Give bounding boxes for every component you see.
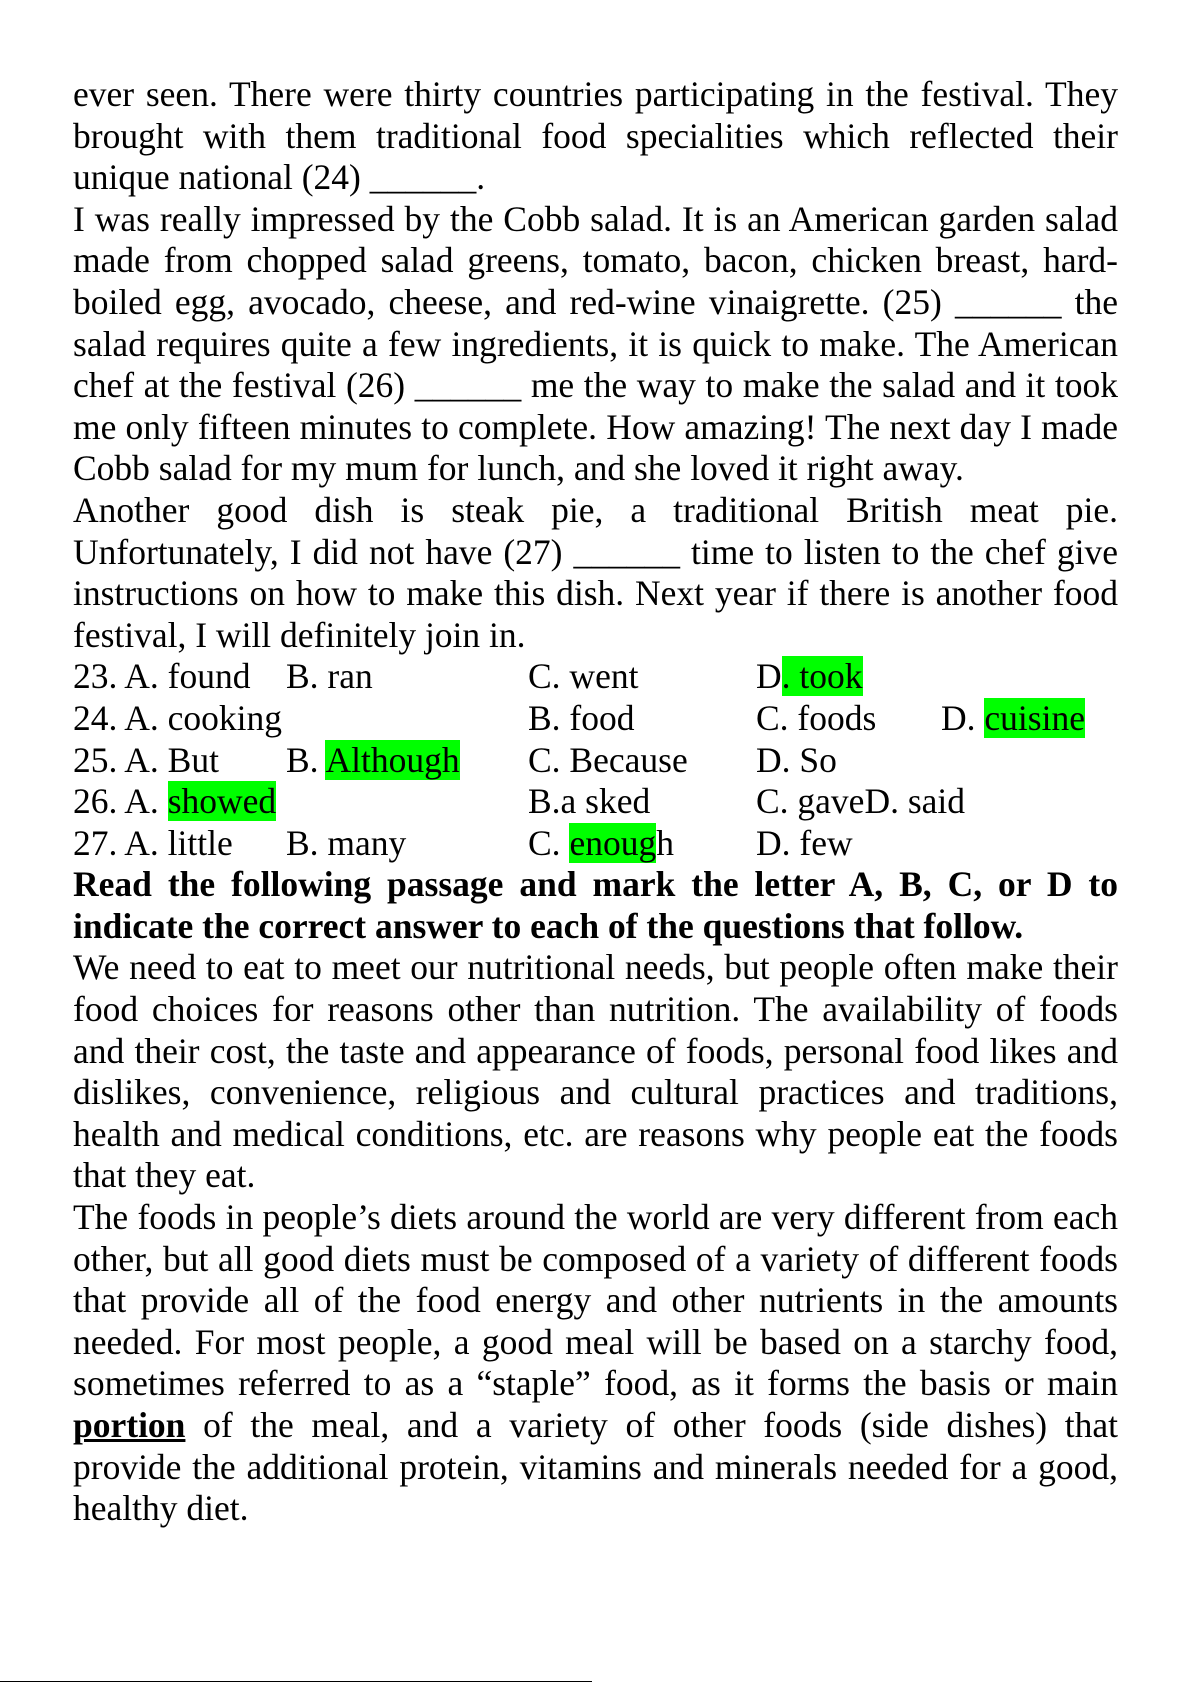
passage1-paragraph-2: [73, 199, 1118, 490]
passage2-paragraph-1: We need to eat to meet our nutritional needs, but people often make their food choices for reasons other than nutrition. The availability of foods and their cost, the taste and appearance of foods, personal food likes and dislikes, convenience, religious and cultural practices and traditions, health and medical conditions, etc. are reasons why people eat the foods that they eat.: [73, 947, 1118, 1196]
blank-25: ______: [954, 281, 1062, 322]
passage1-paragraph-1: [73, 74, 1118, 199]
paragraph-end: .: [476, 157, 486, 198]
paragraph-text: the salad requires quite a few ingredients, it is quick to make. The American chef at the festival (26): [73, 281, 1118, 406]
option-24c: C. foods: [756, 697, 877, 738]
option-26b: B.a sked: [528, 781, 651, 822]
highlighted-answer: . took: [781, 656, 863, 697]
option-25b: [286, 740, 460, 782]
option-27a: 27. A. little: [73, 822, 233, 863]
option-26a: [73, 781, 276, 823]
option-letter: B.: [286, 739, 326, 780]
option-26cd: C. gaveD. said: [756, 781, 966, 822]
paragraph-text: I was really impressed by the Cobb salad. It is an American garden salad made from chopped salad greens, tomato, bacon, chicken breast, hard-boiled egg, avocado, cheese, and red-wine vinaigrette. (25): [73, 198, 1118, 322]
option-23a: 23. A. found: [73, 656, 251, 697]
option-27b: B. many: [286, 822, 407, 863]
option-letter: D.: [941, 697, 985, 738]
option-24d: [941, 698, 1085, 740]
document-page: [73, 74, 1118, 1530]
blank-26: ______: [414, 365, 522, 406]
option-25a: 25. A. But: [73, 739, 219, 780]
option-23d: [756, 656, 863, 698]
option-24a: 24. A. cooking: [73, 697, 283, 738]
paragraph-text: ever seen. There were thirty countries participating in the festival. They brought with them traditional food specialities which reflected their unique national (24): [73, 74, 1118, 198]
option-23c: C. went: [528, 656, 639, 697]
highlighted-answer: showed: [167, 781, 277, 822]
paragraph-text: The foods in people’s diets around the world are very different from each other, but all good diets must be composed of a variety of different foods that provide all of the food energy and other nutrients in the amounts needed. For most people, a good meal will be based on a starchy food, sometimes referred to as a “staple” food, as it forms the basis or main: [73, 1197, 1118, 1404]
option-23b: B. ran: [286, 656, 373, 697]
blank-24: ______: [369, 157, 477, 198]
passage2-paragraph-2: [73, 1197, 1118, 1530]
underlined-word: portion: [73, 1405, 186, 1445]
option-letter: D: [756, 656, 782, 697]
question-24: [73, 698, 1118, 740]
question-27: [73, 823, 1118, 865]
highlighted-answer: cuisine: [984, 697, 1085, 738]
passage1-paragraph-3: [73, 490, 1118, 656]
option-27d: D. few: [756, 822, 853, 863]
paragraph-text: time to listen to the chef give instructions on how to make this dish. Next year if there is another food festival, I will definitely join in.: [73, 531, 1118, 655]
option-letter: C.: [528, 822, 570, 863]
blank-27: ______: [573, 531, 681, 572]
highlighted-answer: enoug: [569, 822, 657, 863]
paragraph-text: of the meal, and a variety of other foods (side dishes) that provide the additional protein, vitamins and minerals needed for a good, healthy diet.: [73, 1405, 1118, 1529]
option-24b: B. food: [528, 697, 635, 738]
highlighted-answer: Although: [325, 739, 460, 780]
question-25: [73, 740, 1118, 782]
instruction-heading: Read the following passage and mark the letter A, B, C, or D to indicate the correct answer to each of the questions that follow.: [73, 864, 1118, 946]
footer-divider: [0, 1681, 592, 1682]
option-letter: 26. A.: [73, 781, 168, 822]
option-suffix: h: [656, 822, 674, 863]
paragraph-text: Another good dish is steak pie, a traditional British meat pie. Unfortunately, I did not have (27): [73, 489, 1118, 572]
option-25c: C. Because: [528, 739, 688, 780]
option-25d: D. So: [756, 739, 837, 780]
question-26: [73, 781, 1118, 823]
question-23: [73, 656, 1118, 698]
paragraph-text: me the way to make the salad and it took me only fifteen minutes to complete. How amazing! The next day I made Cobb salad for my mum for lunch, and she loved it right away.: [73, 365, 1118, 489]
option-27c: [528, 823, 674, 865]
